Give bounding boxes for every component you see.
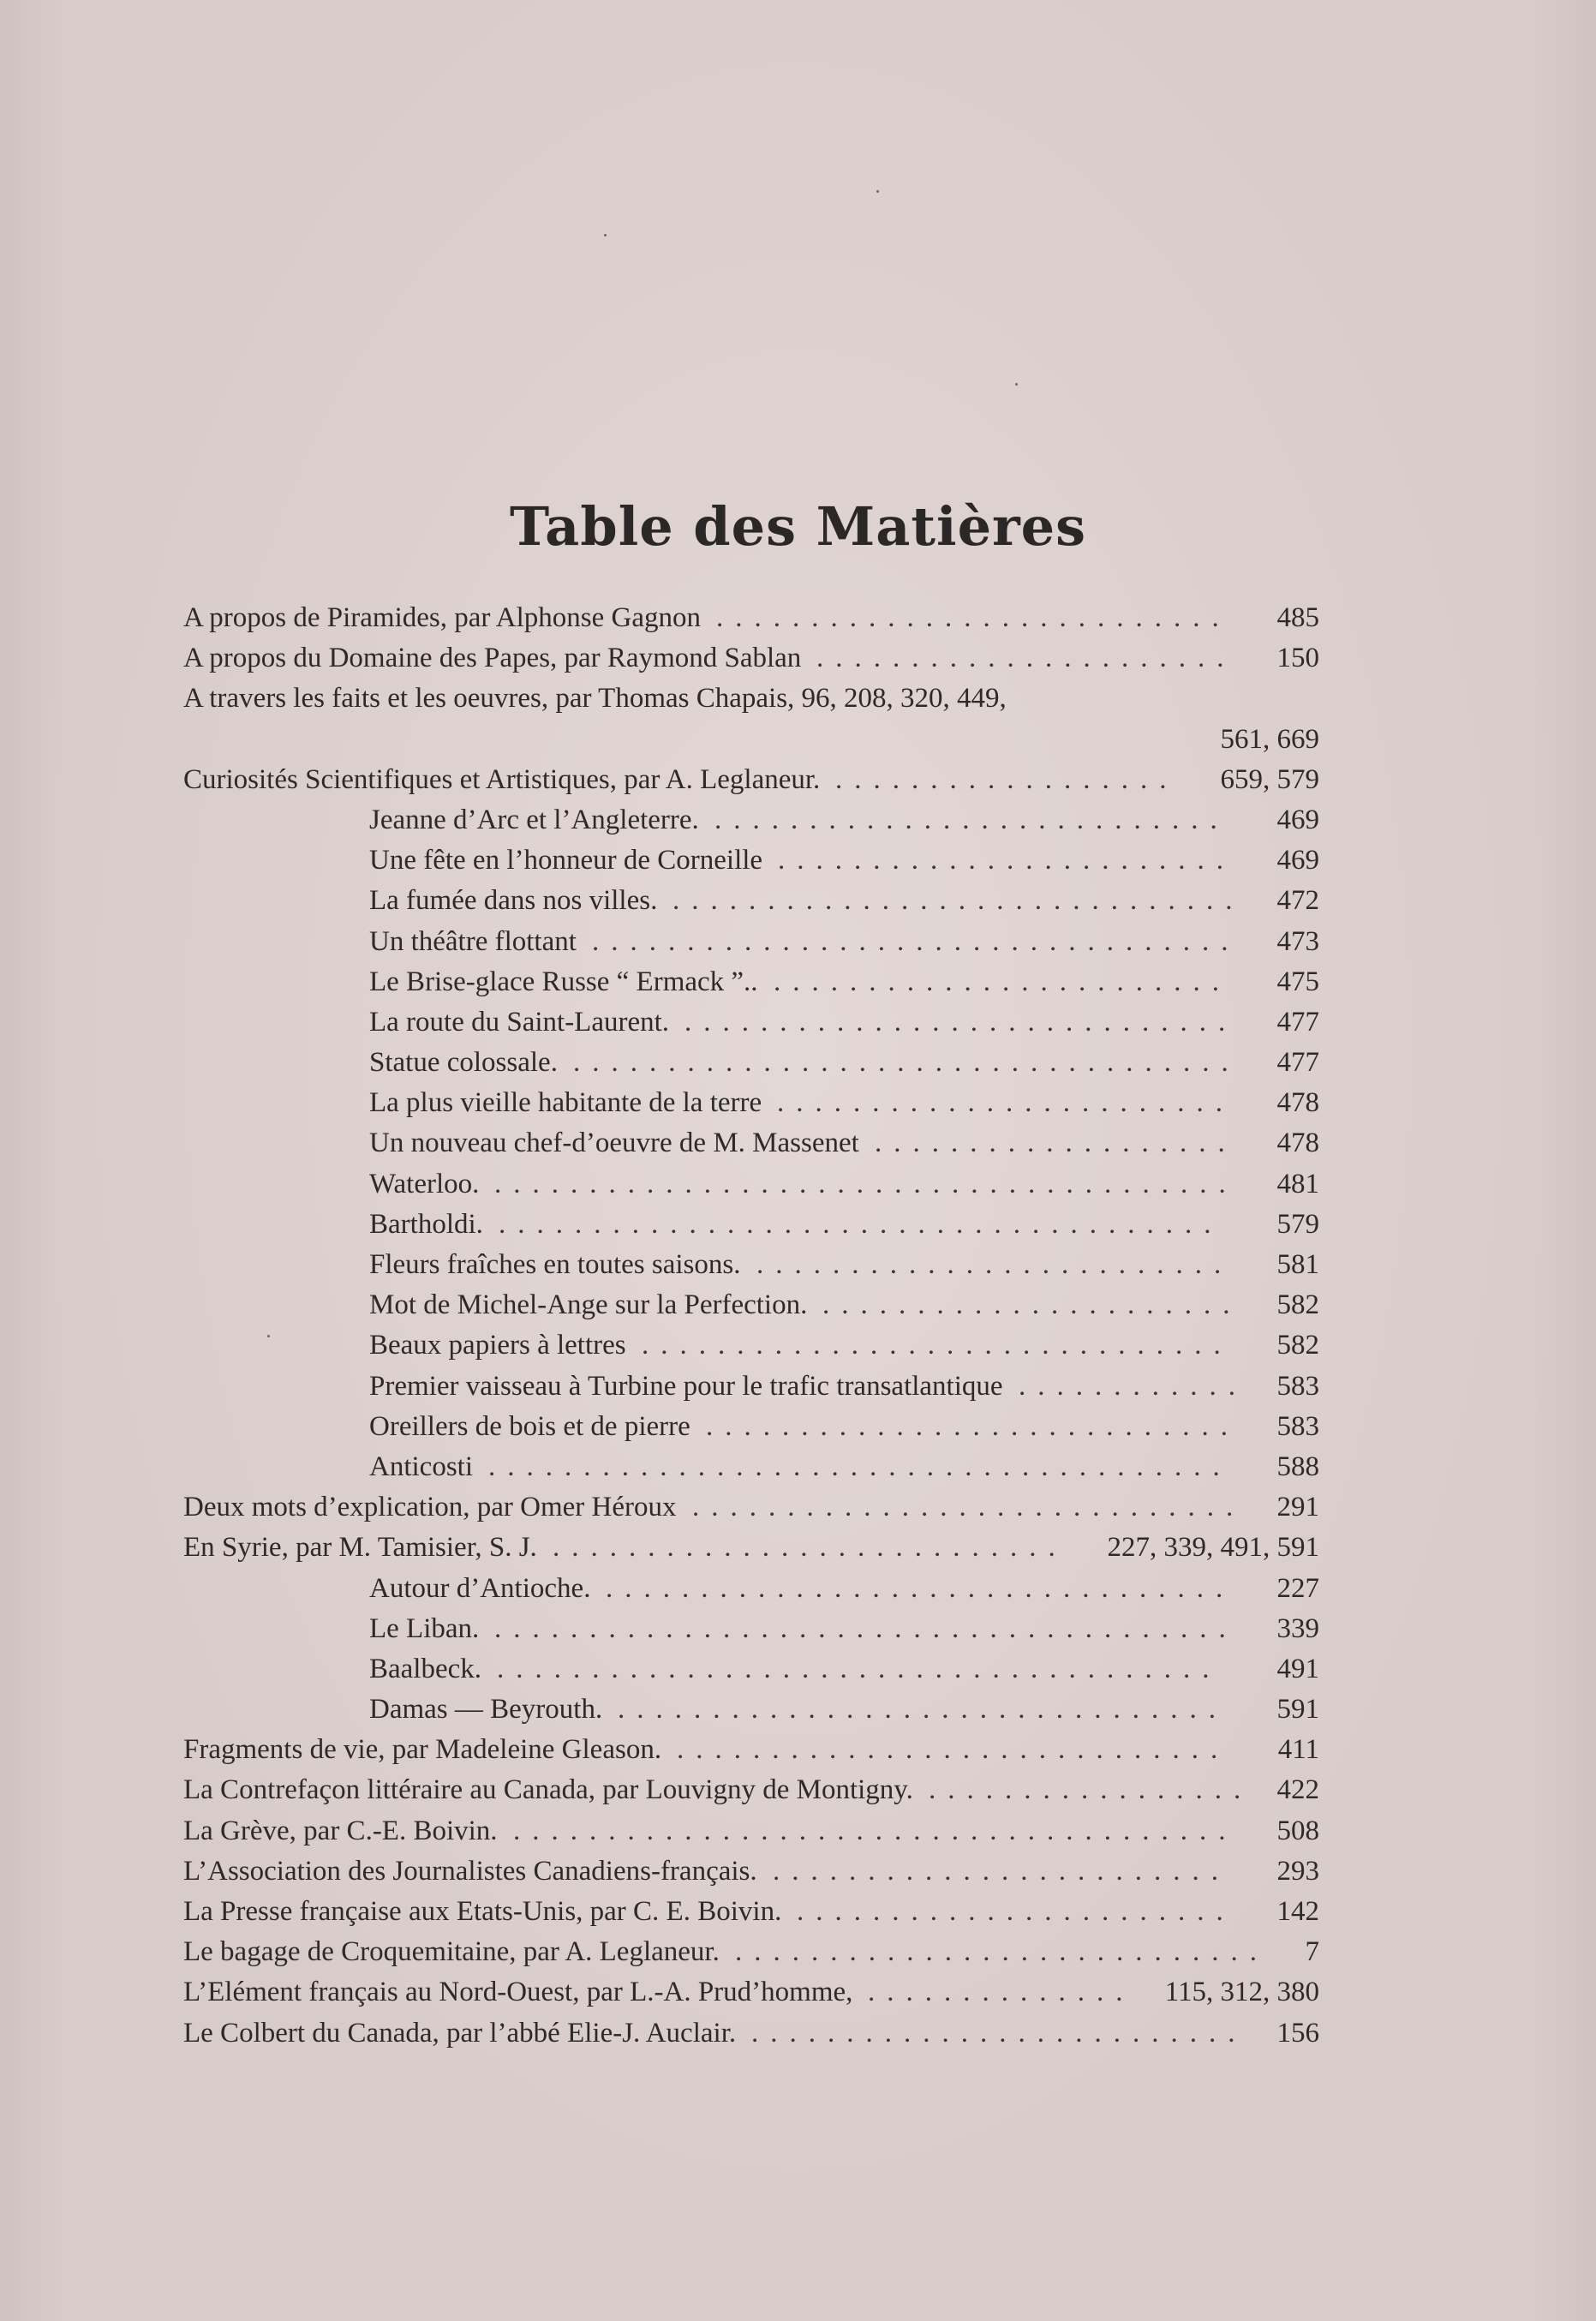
toc-entry xyxy=(183,1972,1319,2013)
toc-entry-title: Fragments de vie, par Madeleine Gleason. xyxy=(183,1734,662,1766)
toc-subentry xyxy=(183,962,1319,1002)
toc-entry-title: A propos de Piramides, par Alphonse Gagnon xyxy=(183,602,702,633)
toc-entry xyxy=(183,1811,1319,1851)
toc-page-numbers: 469 xyxy=(1276,804,1319,835)
dot-leader: .......................... xyxy=(751,2017,1247,2049)
toc-page-numbers: 481 xyxy=(1276,1168,1319,1199)
toc-page-numbers: 227, 339, 491, 591 xyxy=(1107,1532,1319,1564)
dot-leader: .................. xyxy=(835,763,1179,795)
paper-speck xyxy=(1015,383,1018,386)
dot-leader: ........................ xyxy=(773,1855,1230,1887)
toc-page-numbers: 475 xyxy=(1276,966,1319,997)
toc-entry xyxy=(183,1932,1319,1972)
toc-entry xyxy=(183,1892,1319,1932)
dot-leader: ........................ xyxy=(778,845,1235,876)
toc-subentry xyxy=(183,1609,1319,1649)
dot-leader: ........................... xyxy=(714,804,1229,835)
toc-subentry xyxy=(183,1002,1319,1043)
toc-subentry xyxy=(183,800,1319,840)
toc-entry-title: Le Colbert du Canada, par l’abbé Elie-J. Auclair. xyxy=(183,2017,737,2049)
dot-leader: ............................. xyxy=(692,1492,1246,1523)
dot-leader: ........................... xyxy=(553,1532,1067,1564)
toc-entry xyxy=(183,720,1319,760)
toc-entry-title: Jeanne d’Arc et l’Angleterre. xyxy=(369,804,699,835)
page-title: Table des Matières xyxy=(509,495,1087,558)
toc-entry-title: La Contrefaçon littéraire au Canada, par Louvigny de Montigny. xyxy=(183,1774,913,1806)
toc-page-numbers: 150 xyxy=(1276,643,1319,674)
toc-entry xyxy=(183,598,1319,638)
toc-page-numbers: 477 xyxy=(1276,1047,1319,1079)
toc-page-numbers: 561, 669 xyxy=(1220,723,1319,755)
toc-page-numbers: 477 xyxy=(1276,1006,1319,1038)
toc-page-numbers: 582 xyxy=(1276,1330,1319,1361)
toc-entry-title: Curiosités Scientifiques et Artistiques, par A. Leglaneur. xyxy=(183,763,821,795)
toc-entry-title: La route du Saint-Laurent. xyxy=(369,1006,670,1038)
toc-entry-title: Le bagage de Croquemitaine, par A. Leglaneur. xyxy=(183,1936,720,1968)
table-of-contents xyxy=(183,598,1319,2054)
dot-leader: ....................................... xyxy=(494,1612,1238,1644)
toc-entry-title: Baalbeck. xyxy=(369,1653,482,1684)
toc-page-numbers: 142 xyxy=(1276,1896,1319,1927)
dot-leader: ........................... xyxy=(716,602,1231,633)
toc-entry-title: Beaux papiers à lettres xyxy=(369,1330,626,1361)
toc-page-numbers: 508 xyxy=(1276,1815,1319,1846)
toc-page-numbers: 659, 579 xyxy=(1220,763,1319,795)
paper-speck xyxy=(267,1335,270,1337)
toc-page-numbers: 485 xyxy=(1276,602,1319,633)
toc-entry-title: A propos du Domaine des Papes, par Raymond Sablan xyxy=(183,643,802,674)
toc-page-numbers: 411 xyxy=(1277,1734,1319,1766)
toc-subentry xyxy=(183,1083,1319,1123)
toc-entry xyxy=(183,1528,1319,1568)
toc-subentry xyxy=(183,1447,1319,1487)
toc-entry-title: La fumée dans nos villes. xyxy=(369,885,658,917)
dot-leader: ...................................... xyxy=(499,1208,1223,1240)
toc-subentry xyxy=(183,1245,1319,1285)
dot-leader: ......................... xyxy=(756,1249,1234,1280)
dot-leader: .................................. xyxy=(592,925,1240,957)
toc-subentry xyxy=(183,1690,1319,1730)
toc-page-numbers: 478 xyxy=(1276,1128,1319,1159)
toc-entry-title: La plus vieille habitante de la terre xyxy=(369,1087,762,1119)
toc-page-numbers: 339 xyxy=(1276,1612,1319,1644)
toc-entry xyxy=(183,679,1319,719)
toc-subentry xyxy=(183,881,1319,921)
dot-leader: ................................... xyxy=(573,1047,1240,1079)
toc-entry-title: Le Liban. xyxy=(369,1612,480,1644)
toc-page-numbers: 7 xyxy=(1305,1936,1319,1968)
toc-entry-title: La Grève, par C.-E. Boivin. xyxy=(183,1815,498,1846)
toc-page-numbers: 582 xyxy=(1276,1289,1319,1321)
dot-leader: ................... xyxy=(875,1128,1237,1159)
toc-entry-title: Statue colossale. xyxy=(369,1047,558,1079)
paper-speck xyxy=(604,234,607,236)
paper-speck xyxy=(876,190,879,193)
toc-page-numbers: 579 xyxy=(1276,1208,1319,1240)
toc-page-numbers: 583 xyxy=(1276,1410,1319,1442)
dot-leader: ................................. xyxy=(606,1572,1235,1604)
dot-leader: ............................ xyxy=(706,1410,1240,1442)
toc-subentry xyxy=(183,1164,1319,1205)
dot-leader: ................. xyxy=(929,1774,1253,1806)
dot-leader: .............................. xyxy=(672,885,1245,917)
toc-subentry xyxy=(183,1325,1319,1366)
dot-leader: ...................................... xyxy=(513,1815,1238,1846)
dot-leader: ................................ xyxy=(618,1694,1228,1726)
toc-entry xyxy=(183,760,1319,800)
toc-entry-title: Damas — Beyrouth. xyxy=(369,1694,603,1726)
toc-page-numbers: 472 xyxy=(1276,885,1319,917)
dot-leader: ...................... xyxy=(822,1289,1242,1321)
toc-entry-title: Oreillers de bois et de pierre xyxy=(369,1410,690,1442)
toc-subentry xyxy=(183,922,1319,962)
dot-leader: ........................ xyxy=(777,1087,1234,1119)
toc-entry xyxy=(183,638,1319,679)
toc-subentry xyxy=(183,1285,1319,1325)
toc-entry-title: Un théâtre flottant xyxy=(369,925,577,957)
toc-subentry xyxy=(183,1569,1319,1609)
toc-subentry xyxy=(183,1043,1319,1083)
toc-page-numbers: 588 xyxy=(1276,1451,1319,1482)
toc-subentry xyxy=(183,1367,1319,1407)
toc-entry-title: Anticosti xyxy=(369,1451,473,1482)
toc-entry-title: Deux mots d’explication, par Omer Héroux xyxy=(183,1492,677,1523)
toc-page-numbers: 473 xyxy=(1276,925,1319,957)
toc-page-numbers: 491 xyxy=(1276,1653,1319,1684)
dot-leader: ....................................... xyxy=(488,1451,1232,1482)
toc-subentry xyxy=(183,840,1319,881)
toc-subentry xyxy=(183,1205,1319,1245)
toc-entry-title: Fleurs fraîches en toutes saisons. xyxy=(369,1249,741,1280)
dot-leader: .............. xyxy=(868,1977,1135,2008)
toc-entry-title: Autour d’Antioche. xyxy=(369,1572,591,1604)
dot-leader: ....................... xyxy=(797,1896,1235,1927)
toc-entry xyxy=(183,1730,1319,1770)
toc-entry-title: Un nouveau chef-d’oeuvre de M. Massenet xyxy=(369,1128,859,1159)
dot-leader: ........................ xyxy=(774,966,1231,997)
toc-page-numbers: 469 xyxy=(1276,845,1319,876)
toc-subentry xyxy=(183,1123,1319,1163)
dot-leader: ...................................... xyxy=(497,1653,1222,1684)
toc-subentry xyxy=(183,1649,1319,1690)
toc-page-numbers: 478 xyxy=(1276,1087,1319,1119)
dot-leader: ....................................... xyxy=(494,1168,1238,1199)
toc-page-numbers: 591 xyxy=(1276,1694,1319,1726)
dot-leader: ............................. xyxy=(677,1734,1230,1766)
toc-subentry xyxy=(183,1407,1319,1447)
toc-entry-title: En Syrie, par M. Tamisier, S. J. xyxy=(183,1532,537,1564)
toc-page-numbers: 581 xyxy=(1276,1249,1319,1280)
toc-entry xyxy=(183,1770,1319,1810)
toc-page-numbers: 291 xyxy=(1276,1492,1319,1523)
dot-leader: ............ xyxy=(1019,1370,1247,1402)
toc-entry xyxy=(183,1851,1319,1892)
dot-leader: ...................... xyxy=(816,643,1236,674)
toc-page-numbers: 583 xyxy=(1276,1370,1319,1402)
toc-entry-title: Bartholdi. xyxy=(369,1208,483,1240)
toc-entry xyxy=(183,2013,1319,2054)
toc-page-numbers: 156 xyxy=(1276,2017,1319,2049)
dot-leader: ............................ xyxy=(735,1936,1269,1968)
toc-entry xyxy=(183,1487,1319,1528)
toc-entry-title: A travers les faits et les oeuvres, par Thomas Chapais, 96, 208, 320, 449, xyxy=(183,683,1007,715)
toc-page-numbers: 293 xyxy=(1276,1855,1319,1887)
toc-page-numbers: 422 xyxy=(1276,1774,1319,1806)
toc-entry-title: L’Elément français au Nord-Ouest, par L.-A. Prud’homme, xyxy=(183,1977,853,2008)
toc-entry-title: L’Association des Journalistes Canadiens-français. xyxy=(183,1855,757,1887)
toc-entry-title: Une fête en l’honneur de Corneille xyxy=(369,845,763,876)
toc-entry-title: La Presse française aux Etats-Unis, par C. E. Boivin. xyxy=(183,1896,782,1927)
toc-entry-title: Premier vaisseau à Turbine pour le trafic transatlantique xyxy=(369,1370,1003,1402)
toc-entry-title: Waterloo. xyxy=(369,1168,480,1199)
toc-entry-title: Mot de Michel-Ange sur la Perfection. xyxy=(369,1289,808,1321)
dot-leader: ............................... xyxy=(642,1330,1233,1361)
toc-entry-title: Le Brise-glace Russe “ Ermack ”.. xyxy=(369,966,758,997)
dot-leader: ............................. xyxy=(684,1006,1238,1038)
toc-page-numbers: 227 xyxy=(1276,1572,1319,1604)
toc-page-numbers: 115, 312, 380 xyxy=(1164,1977,1319,2008)
